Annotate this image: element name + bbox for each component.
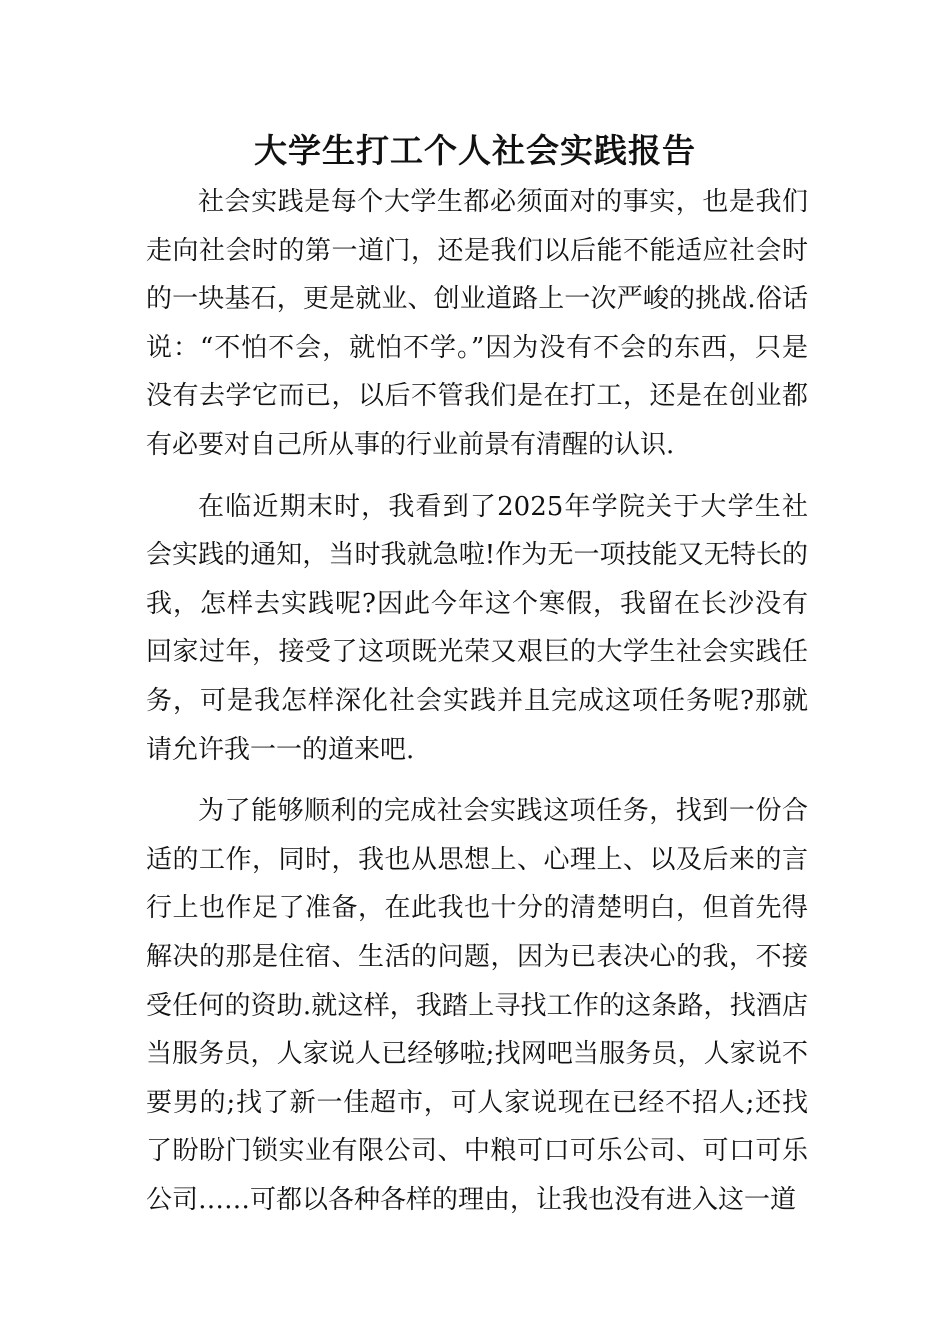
paragraph-3: 为了能够顺利的完成社会实践这项任务，找到一份合适的工作，同时，我也从思想上、心理上、以及后来的言行上也作足了准备，在此我也十分的清楚明白，但首先得解决的那是住宿、生活的问题，因为已表决心的我，不接受任何的资助.就这样，我踏上寻找工作的这条路，找酒店当服务员，人家说人已经够啦;找网吧当服务员，人家说不要男的;找了新一佳超市，可人家说现在已经不招人;还找了盼盼门锁实业有限公司、中粮可口可乐公司、可口可乐公司……可都以各种各样的理由，让我也没有进入这一道 — [146, 796, 808, 1215]
paragraph-1: 社会实践是每个大学生都必须面对的事实，也是我们走向社会时的第一道门，还是我们以后能不能适应社会时的一块基石，更是就业、创业道路上一次严峻的挑战.俗话说：“不怕不会，就怕不学。”因为没有不会的东西，只是没有去学它而已，以后不管我们是在打工，还是在创业都有必要对自己所从事的行业前景有清醒的认识. — [146, 187, 808, 460]
document-title: 大学生打工个人社会实践报告 — [254, 131, 696, 170]
paragraph-2: 在临近期末时，我看到了2025年学院关于大学生社会实践的通知，当时我就急啦!作为无一项技能又无特长的我，怎样去实践呢?因此今年这个寒假，我留在长沙没有回家过年，接受了这项既光荣又艰巨的大学生社会实践任务，可是我怎样深化社会实践并且完成这项任务呢?那就请允许我一一的道来吧. — [146, 491, 808, 765]
document-body — [146, 178, 808, 1237]
